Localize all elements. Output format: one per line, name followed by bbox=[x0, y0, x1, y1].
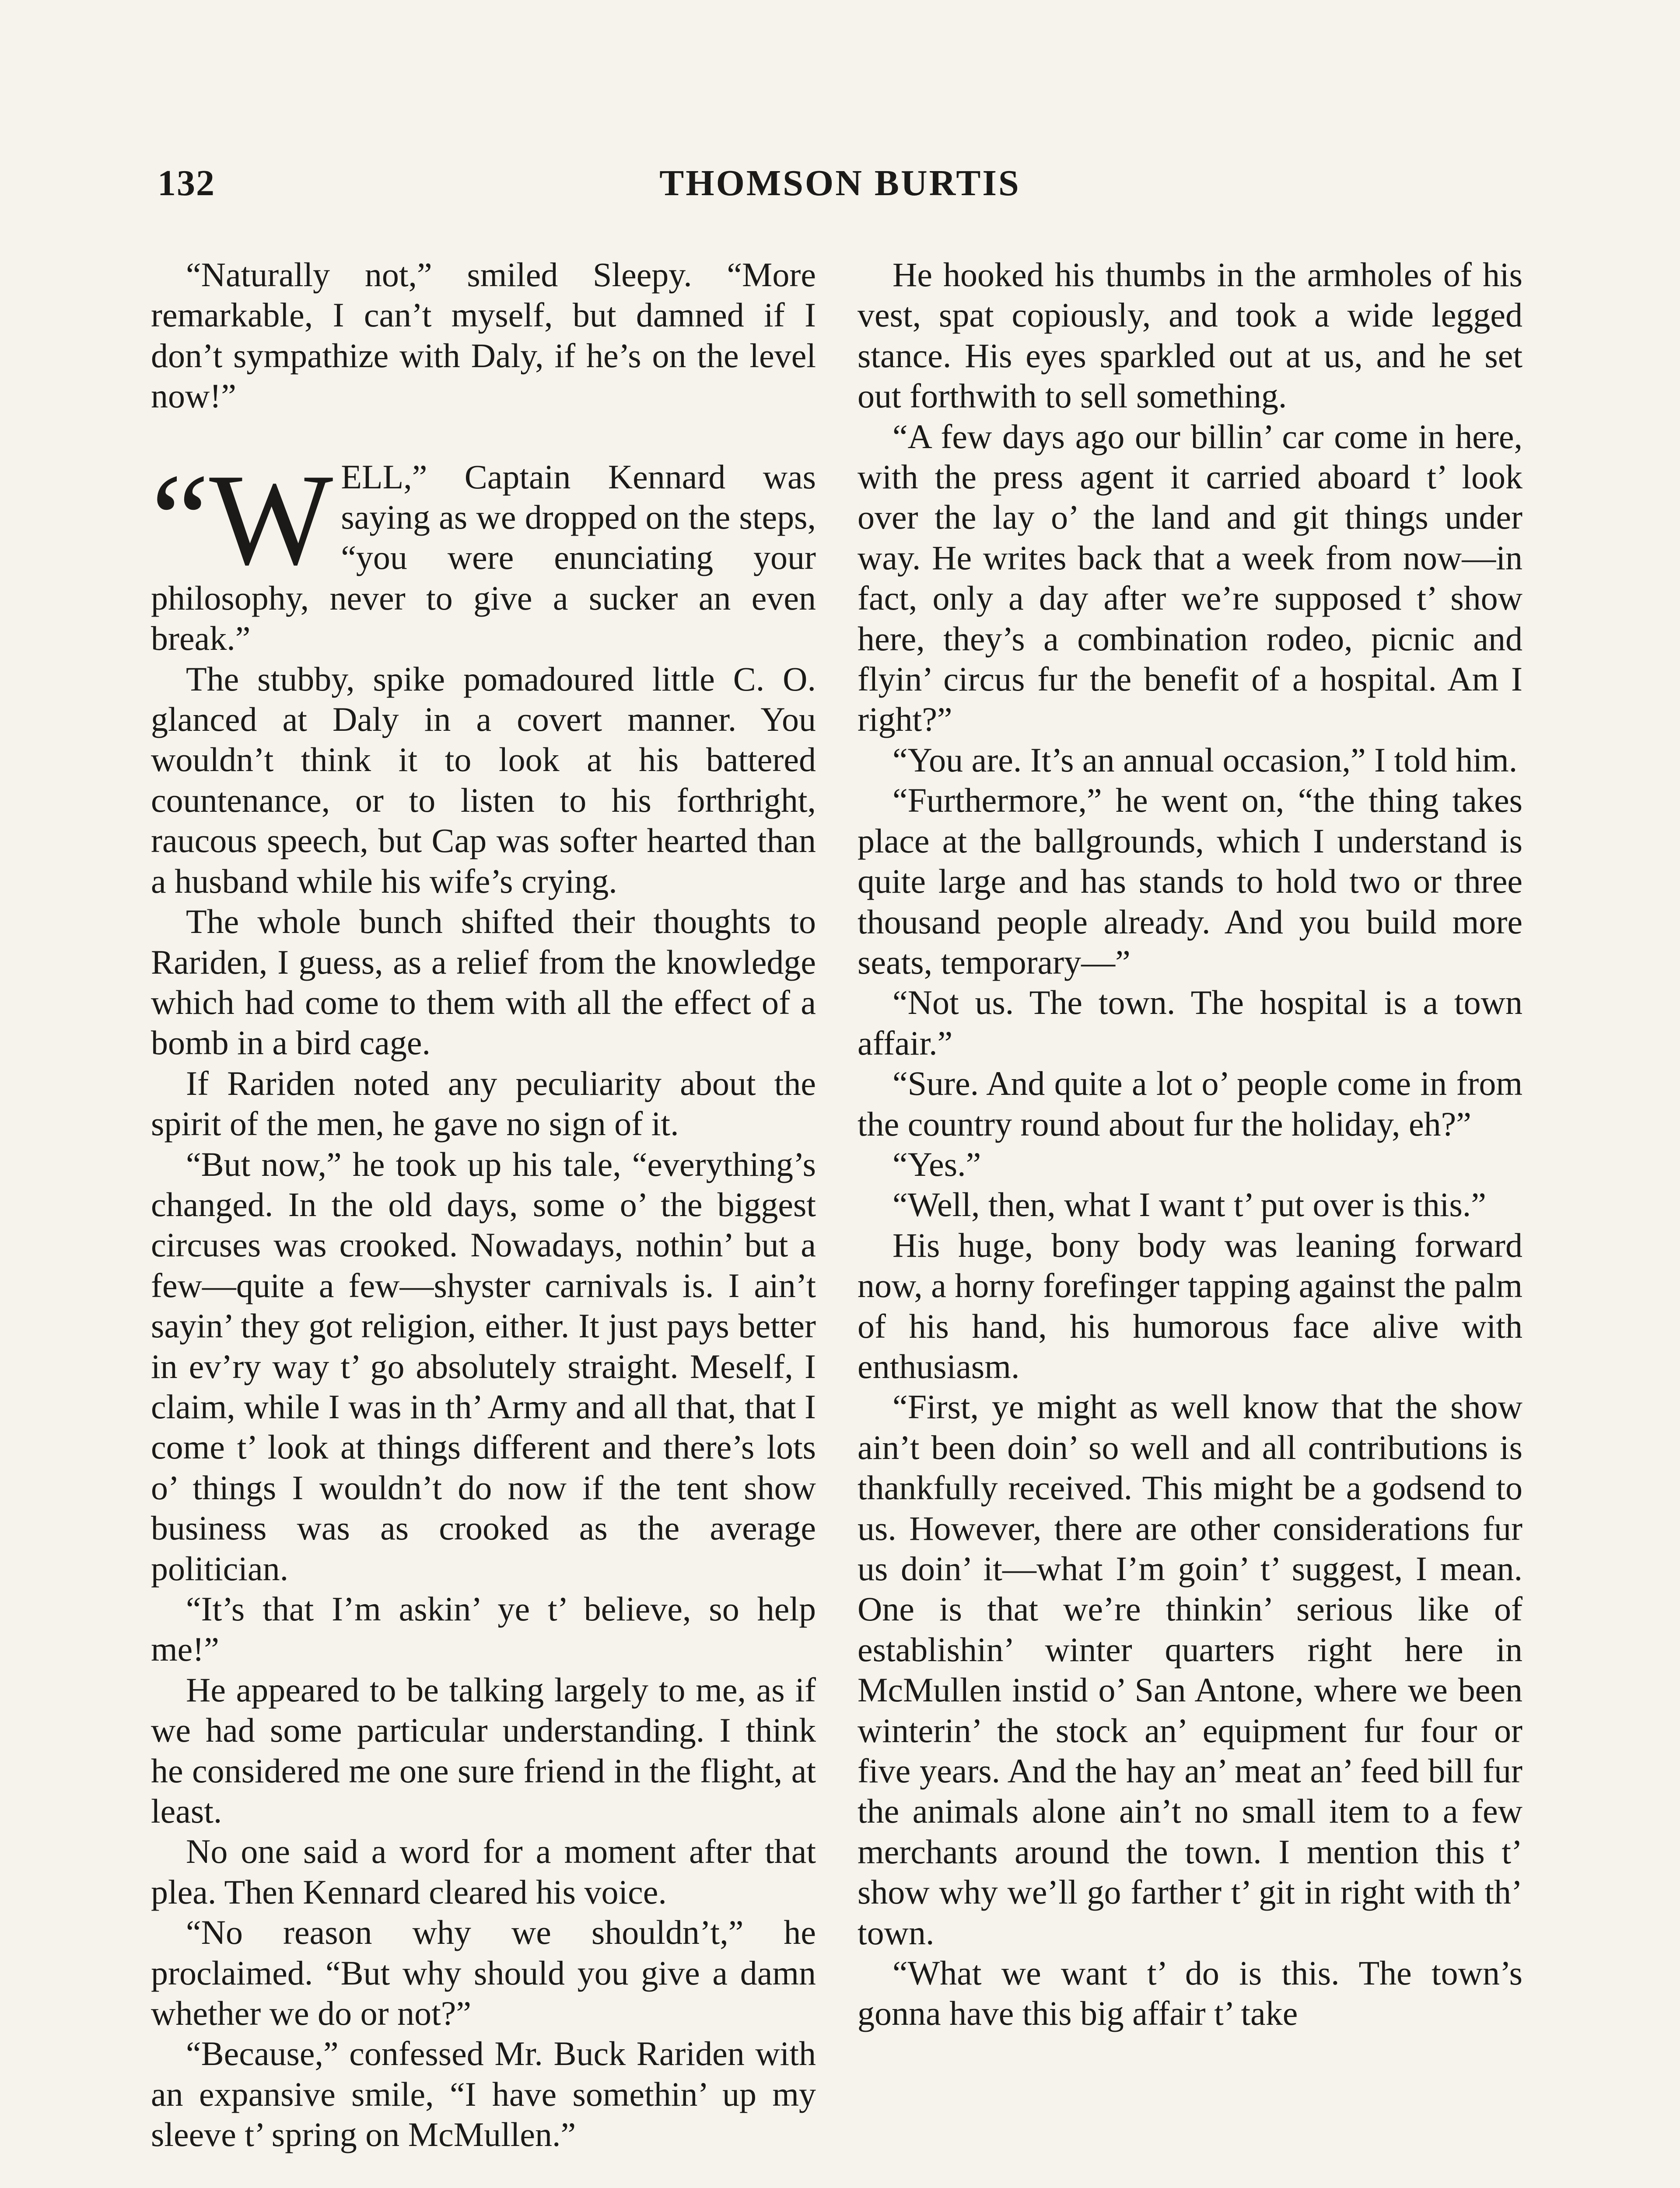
drop-cap-paragraph bbox=[151, 446, 816, 659]
paragraph: “No reason why we shouldn’t,” he proclaimed. “But why should you give a damn whether we do or not?” bbox=[151, 1913, 816, 2033]
paragraph: He hooked his thumbs in the armholes of his vest, spat copiously, and took a wide legged stance. His eyes sparkled out at us, and he set out forthwith to sell something. bbox=[858, 256, 1522, 415]
drop-cap-letter: W bbox=[209, 446, 333, 592]
paragraph: “First, ye might as well know that the show ain’t been doin’ so well and all contributions is thankfully received. This might be a godsend to us. However, there are other considerations fur us doin’ it—what I’m goin’ t’ suggest, I mean. One is that we’re thinkin’ serious like of establishin’ winter quarters right here in McMullen instid o’ San Antone, where we been winterin’ the stock an’ equipment fur four or five years. And the hay an’ meat an’ feed bill fur the animals alone ain’t no small item to a few merchants around the town. I mention this t’ show why we’ll go farther t’ git in right with th’ town. bbox=[858, 1388, 1522, 1952]
paragraph: “Because,” confessed Mr. Buck Rariden with an expansive smile, “I have somethin’ up my sleeve t’ spring on McMullen.” bbox=[151, 2034, 816, 2154]
drop-cap-paragraph-text: ELL,” Captain Kennard was saying as we dropped on the steps, “you were enunciating your philosophy, never to give a sucker an even break.” bbox=[151, 457, 816, 658]
paragraph: His huge, bony body was leaning forward now, a horny forefinger tapping against the palm of his hand, his humorous face alive with enthusiasm. bbox=[858, 1226, 1522, 1385]
paragraph: If Rariden noted any peculiarity about the spirit of the men, he gave no sign of it. bbox=[151, 1064, 816, 1143]
paragraph: “You are. It’s an annual occasion,” I told him. bbox=[892, 740, 1518, 779]
running-head-author: THOMSON BURTIS bbox=[659, 163, 1021, 203]
paragraph: “What we want t’ do is this. The town’s gonna have this big affair t’ take bbox=[858, 1954, 1522, 2033]
paragraph: “A few days ago our billin’ car come in here, with the press agent it carried aboard t’ look over the lay o’ the land and git things under way. He writes back that a week from now—in fact, only a day after we’re supposed t’ show here, they’s a combination rodeo, picnic and flyin’ circus fur the benefit of a hospital. Am I right?” bbox=[858, 417, 1522, 739]
paragraph: “But now,” he took up his tale, “everything’s changed. In the old days, some o’ the biggest circuses was crooked. Nowadays, nothin’ but a few—quite a few—shyster carnivals is. I ain’t sayin’ they got religion, either. It just pays better in ev’ry way t’ go absolutely straight. Meself, I claim, while I was in th’ Army and all that, that I come t’ look at things different and there’s lots o’ things I wouldn’t do now if the tent show business was as crooked as the average politician. bbox=[151, 1145, 816, 1588]
drop-cap-quote: “ bbox=[151, 446, 210, 592]
paragraph: He appeared to be talking largely to me, as if we had some particular understanding. I think he considered me one sure friend in the flight, at least. bbox=[151, 1670, 816, 1830]
paragraph: “It’s that I’m askin’ ye t’ believe, so help me!” bbox=[151, 1590, 816, 1669]
paragraph: “Furthermore,” he went on, “the thing takes place at the ballgrounds, which I understand is quite large and has stands to hold two or three thousand people already. And you build more seats, temporary—” bbox=[858, 781, 1522, 981]
running-head bbox=[149, 162, 1531, 214]
paragraph: “Yes.” bbox=[892, 1145, 981, 1183]
paragraph: “Well, then, what I want t’ put over is this.” bbox=[892, 1185, 1486, 1224]
paragraph: “Naturally not,” smiled Sleepy. “More remarkable, I can’t myself, but damned if I don’t sympathize with Daly, if he’s on the level now!” bbox=[151, 256, 816, 415]
drop-cap bbox=[151, 446, 333, 592]
paragraph: The whole bunch shifted their thoughts to Rariden, I guess, as a relief from the knowledge which had come to them with all the effect of a bomb in a bird cage. bbox=[151, 902, 816, 1062]
paragraph: “Sure. And quite a lot o’ people come in from the country round about fur the holiday, eh?” bbox=[858, 1064, 1522, 1143]
page-number: 132 bbox=[158, 163, 215, 203]
paragraph: No one said a word for a moment after that plea. Then Kennard cleared his voice. bbox=[151, 1832, 816, 1911]
left-column bbox=[151, 255, 816, 2155]
right-column bbox=[858, 255, 1522, 2034]
paragraph: “Not us. The town. The hospital is a town affair.” bbox=[858, 983, 1522, 1062]
paragraph: The stubby, spike pomadoured little C. O. glanced at Daly in a covert manner. You wouldn’t think it to look at his battered countenance, or to listen to his forthright, raucous speech, but Cap was softer hearted than a husband while his wife’s crying. bbox=[151, 659, 816, 900]
